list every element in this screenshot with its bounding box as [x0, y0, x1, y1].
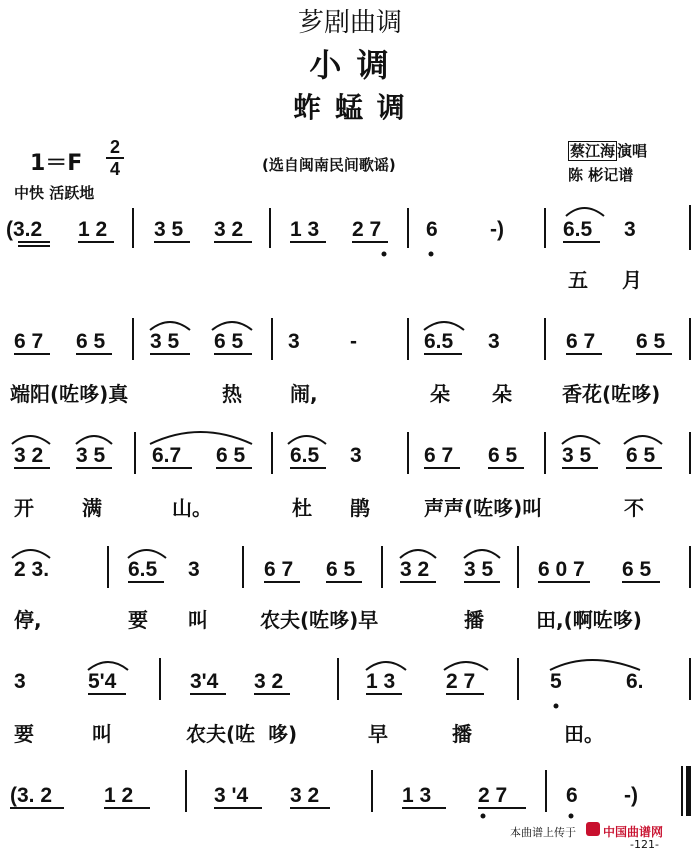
- lyric: 叫: [188, 608, 208, 632]
- lyric: 播: [452, 722, 472, 746]
- note-group: 3 5: [154, 218, 184, 241]
- lyric: 鹃: [350, 496, 370, 520]
- lyric: 山。: [172, 496, 212, 520]
- note-group: -): [624, 784, 638, 807]
- lyric: 田。: [564, 722, 604, 746]
- upload-note: 本曲谱上传于: [510, 826, 576, 839]
- lyric: 叫: [92, 722, 112, 746]
- site-brand-link[interactable]: 中国曲谱网: [603, 825, 664, 839]
- note-group: 3 5: [150, 330, 180, 353]
- lyric: 香花(咗哆): [562, 382, 661, 406]
- note-group: -: [350, 330, 357, 353]
- note-group: 6: [426, 218, 438, 241]
- lyric: 朵: [430, 382, 450, 406]
- note-group: 3: [350, 444, 362, 467]
- lyric: 满: [82, 496, 102, 520]
- lyric: 热: [222, 382, 242, 406]
- lyric: 朵: [492, 382, 512, 406]
- note-group: 3 2: [400, 558, 430, 581]
- note-group: 6.5: [424, 330, 454, 353]
- page-number: -121-: [630, 838, 659, 851]
- note-group: 6.5: [290, 444, 320, 467]
- lyric: 哆): [268, 722, 298, 746]
- note-group: 3: [488, 330, 500, 353]
- note-group: -): [490, 218, 504, 241]
- note-group: 6.7: [152, 444, 182, 467]
- note-group: 6 7: [566, 330, 596, 353]
- note-group: 3 2: [290, 784, 320, 807]
- note-group: 1 3: [366, 670, 396, 693]
- note-group: 2 3.: [14, 558, 50, 581]
- note-group: 6.: [626, 670, 644, 693]
- lyric: 杜: [292, 496, 312, 520]
- lyric: 不: [624, 496, 644, 520]
- note-group: 3: [188, 558, 200, 581]
- beams: [10, 242, 672, 808]
- lyric: 月: [622, 268, 642, 292]
- note-group: 3 5: [464, 558, 494, 581]
- lyric: 播: [464, 608, 484, 632]
- note-group: 3 2: [214, 218, 244, 241]
- note-group: (3.2: [6, 218, 43, 241]
- note-group: 6: [566, 784, 578, 807]
- note-group: 3 2: [254, 670, 284, 693]
- lyric: 田,(啊咗哆): [536, 608, 642, 632]
- lyric: 端阳(咗哆)真: [10, 382, 129, 406]
- lyric: 开: [14, 496, 34, 520]
- note-group: 5'4: [88, 670, 117, 693]
- note-group: (3. 2: [10, 784, 53, 807]
- note-group: 6 5: [626, 444, 656, 467]
- lyric: 闹,: [290, 382, 318, 406]
- note-group: 6 5: [76, 330, 106, 353]
- time-bottom: 4: [109, 159, 120, 179]
- note-group: 3 2: [14, 444, 44, 467]
- note-group: 6 7: [264, 558, 294, 581]
- note-group: 1 3: [290, 218, 320, 241]
- lyric: 要: [14, 722, 34, 746]
- final-barline: [686, 766, 691, 816]
- note-group: 1 2: [78, 218, 108, 241]
- note-group: 6 5: [216, 444, 246, 467]
- note-group: 6 5: [636, 330, 666, 353]
- lyric: 要: [128, 608, 148, 632]
- note-group: 6 5: [622, 558, 652, 581]
- song-subtitle: 蚱 蜢 调: [293, 91, 407, 124]
- note-group: 6 5: [326, 558, 356, 581]
- note-group: 3 '4: [214, 784, 249, 807]
- note-group: 6.5: [128, 558, 158, 581]
- slurs: [12, 208, 662, 670]
- note-group: 3 5: [562, 444, 592, 467]
- note-group: 3 5: [76, 444, 106, 467]
- lyric: 声声(咗哆)叫: [424, 496, 543, 520]
- note-group: 3: [14, 670, 26, 693]
- lyric: 农夫(咗: [186, 722, 256, 746]
- note-group: 6 7: [14, 330, 44, 353]
- note-group: 3: [288, 330, 300, 353]
- note-group: 2 7: [446, 670, 476, 693]
- note-group: 6 0 7: [538, 558, 585, 581]
- note-group: 2 7: [352, 218, 382, 241]
- note-group: 3: [624, 218, 636, 241]
- lyric: 五: [568, 268, 588, 292]
- key-signature: 1＝F: [30, 151, 83, 176]
- singer-role: 演唱: [617, 142, 648, 160]
- genre-title: 芗剧曲调: [297, 8, 402, 38]
- note-group: 2 7: [478, 784, 508, 807]
- lyric: 农夫(咗哆)早: [260, 608, 379, 632]
- note-group: 5: [550, 670, 562, 693]
- note-group: 3'4: [190, 670, 219, 693]
- singer-name: 蔡江海: [570, 142, 616, 160]
- note-group: 1 3: [402, 784, 432, 807]
- tempo-marking: 中快 活跃地: [14, 184, 95, 202]
- time-top: 2: [109, 137, 120, 157]
- note-group: 6 7: [424, 444, 454, 467]
- note-group: 1 2: [104, 784, 134, 807]
- credits-transcriber: 陈 彬记谱: [568, 166, 634, 184]
- note-group: 6 5: [214, 330, 244, 353]
- lyric: 早: [368, 722, 388, 746]
- note-group: 6 5: [488, 444, 518, 467]
- lyric: 停,: [14, 608, 42, 632]
- source-note: (选自闽南民间歌谣): [262, 156, 396, 174]
- song-title: 小 调: [309, 46, 391, 84]
- barlines: [108, 205, 690, 816]
- note-group: 6.5: [563, 218, 593, 241]
